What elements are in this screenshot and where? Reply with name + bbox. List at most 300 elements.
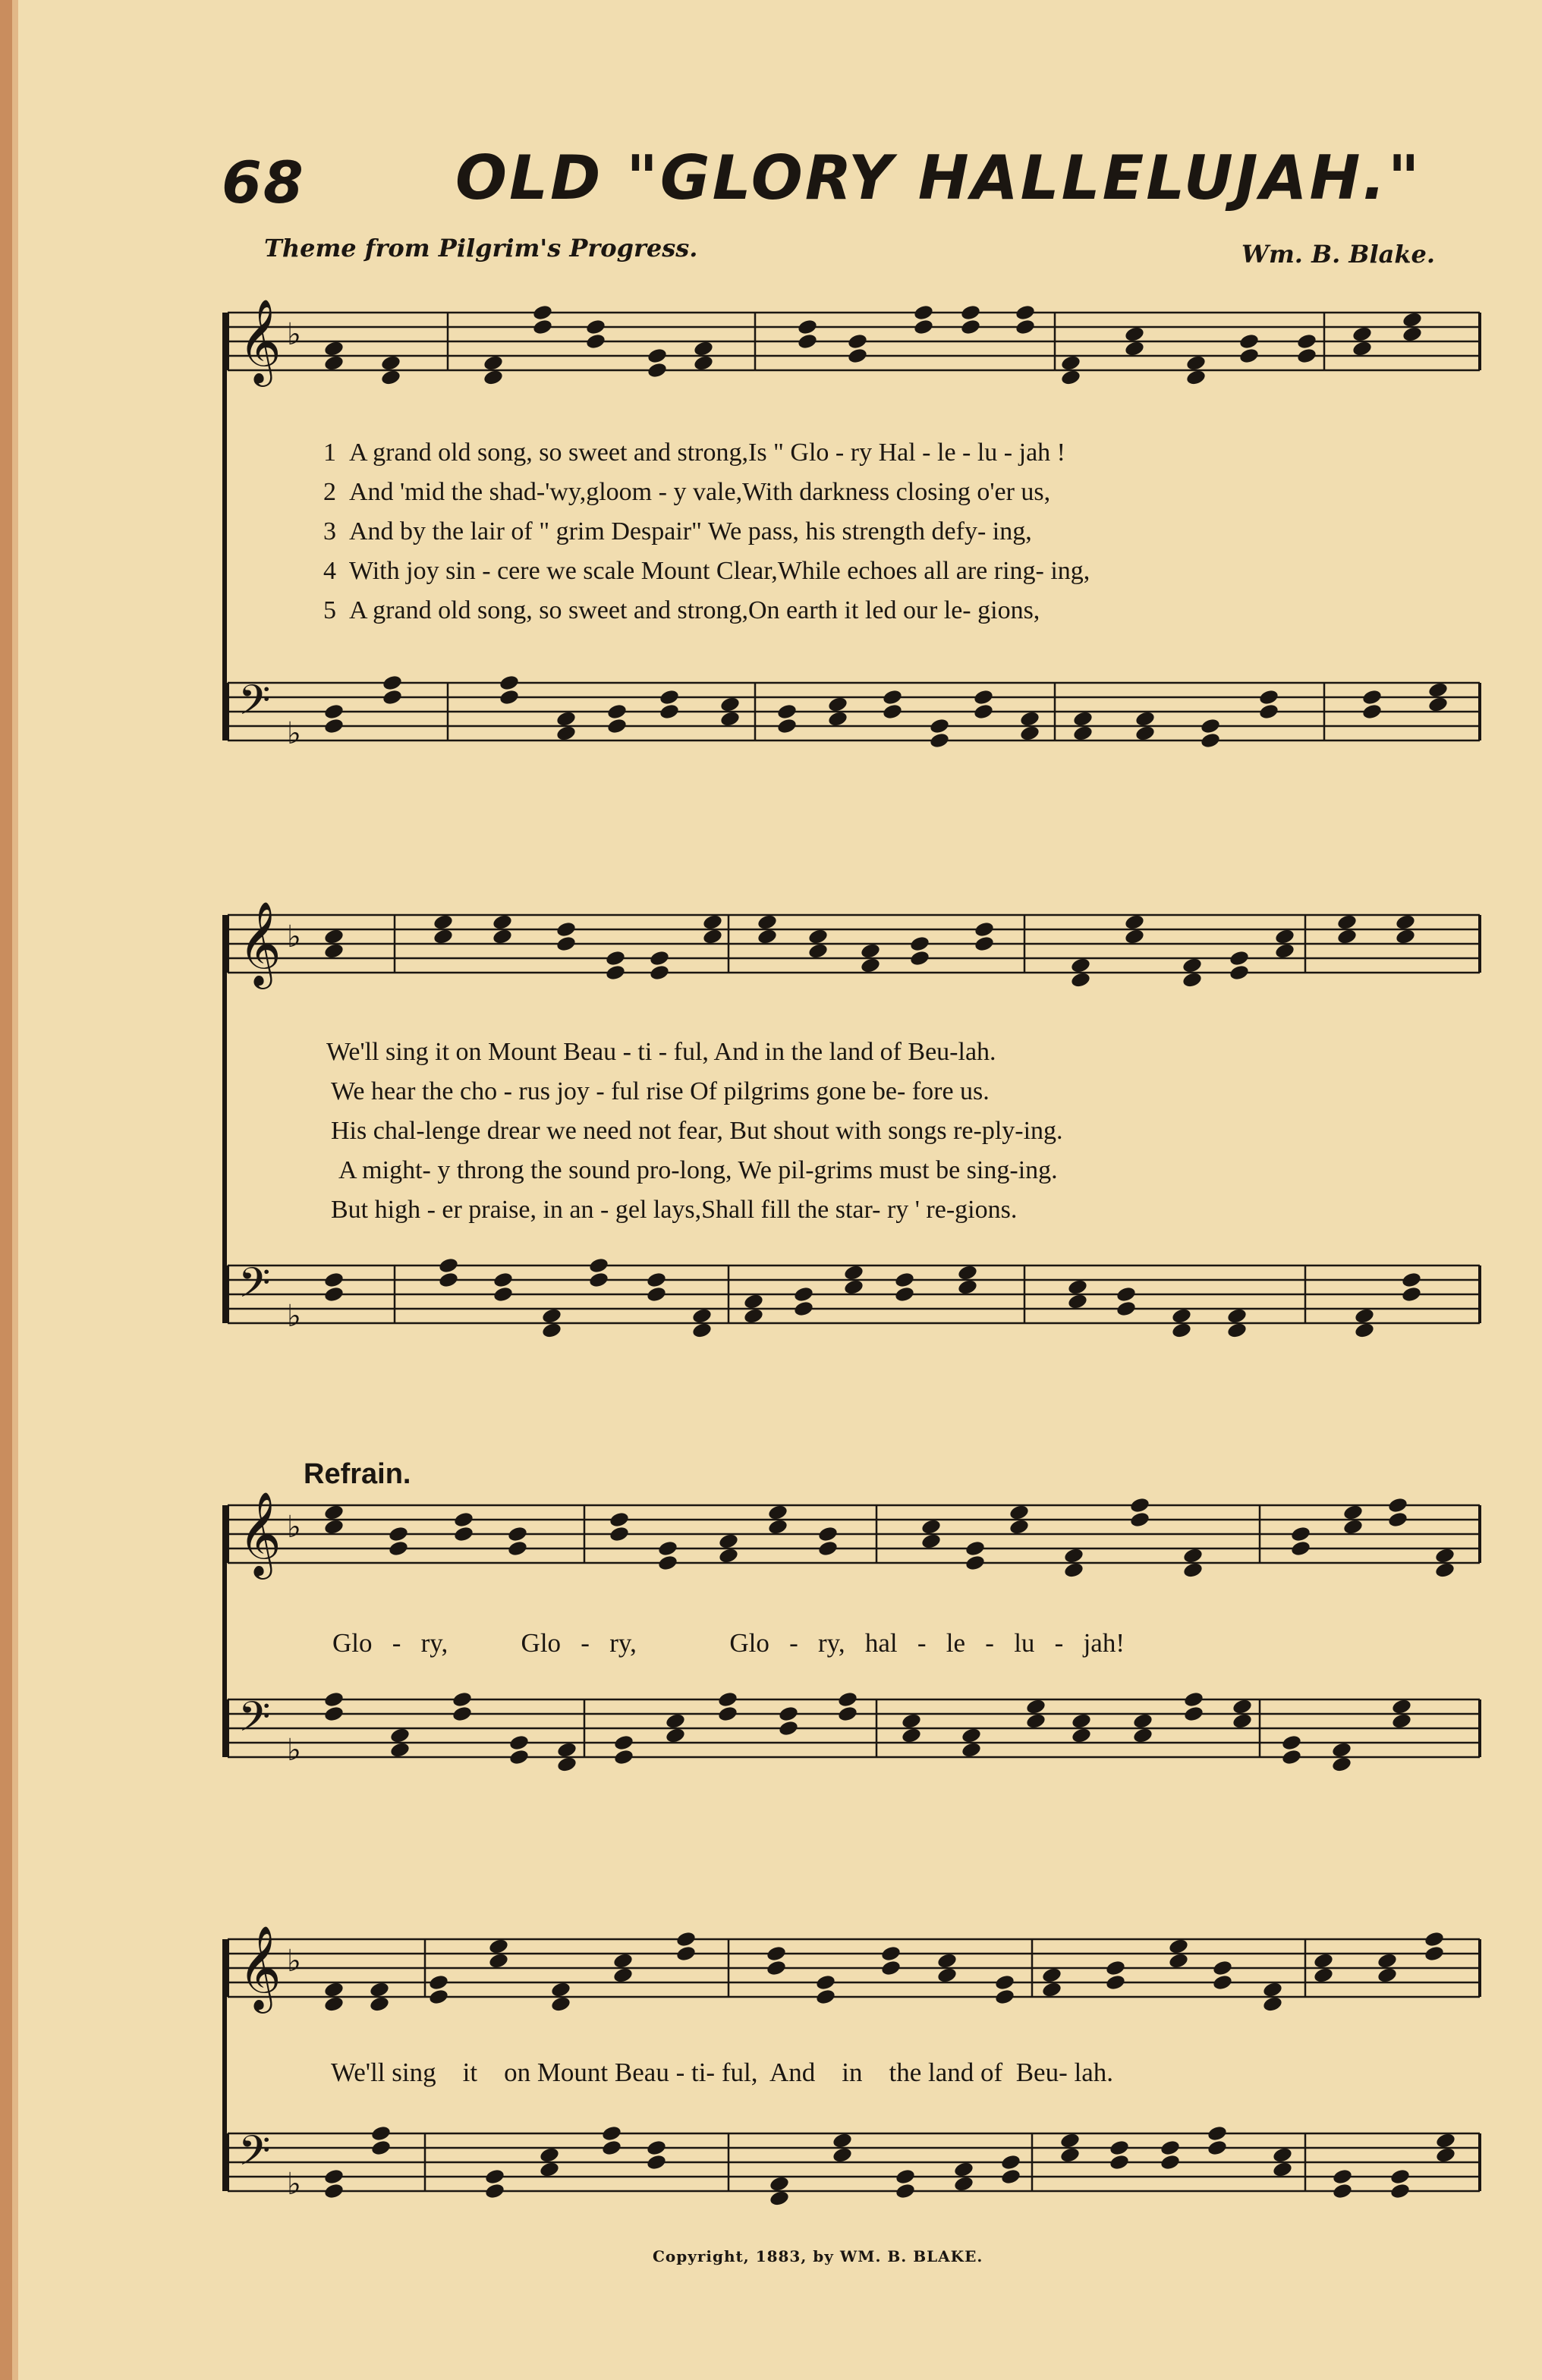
note-head	[691, 1307, 713, 1325]
note-head	[901, 1727, 922, 1744]
note-head	[1395, 928, 1416, 945]
note-head	[1063, 1561, 1084, 1579]
note-head	[691, 1322, 713, 1339]
note-head	[541, 1307, 562, 1325]
note-head	[484, 2168, 505, 2185]
note-head	[1434, 1561, 1455, 1579]
note-head	[1134, 710, 1156, 728]
bass-clef-icon: 𝄢	[238, 2127, 271, 2185]
note-head	[936, 1967, 958, 1984]
note-head	[1129, 1511, 1150, 1528]
note-head	[665, 1727, 686, 1744]
note-head	[1182, 971, 1203, 989]
note-head	[1182, 1561, 1204, 1579]
flat-key-signature-icon: ♭	[287, 1299, 301, 1334]
note-head	[1336, 913, 1358, 931]
note-head	[659, 688, 680, 706]
note-head	[807, 928, 829, 945]
note-head	[1025, 1698, 1046, 1715]
note-head	[894, 1271, 915, 1288]
note-head	[1071, 1712, 1092, 1730]
note-head	[1427, 681, 1449, 699]
verse-3-part1: 3 And by the lair of " grim Despair" We pass, his strength defy- ing,	[323, 517, 1032, 545]
note-head	[1000, 2153, 1021, 2171]
note-head	[882, 688, 903, 706]
note-head	[843, 1278, 864, 1296]
note-head	[453, 1525, 474, 1542]
note-head	[492, 913, 513, 931]
note-head	[702, 928, 723, 945]
note-head	[1070, 957, 1091, 974]
note-head	[1336, 928, 1358, 945]
note-head	[776, 703, 798, 720]
final-lyric: We'll sing it on Mount Beau - ti- ful, And in the land of Beu- lah.	[331, 2058, 1113, 2087]
note-head	[649, 964, 670, 981]
note-head	[1387, 1496, 1408, 1514]
note-head	[507, 1525, 528, 1542]
note-head	[1391, 1712, 1412, 1730]
note-head	[1109, 2153, 1130, 2171]
note-head	[605, 964, 626, 981]
note-head	[605, 949, 626, 967]
note-head	[1401, 1285, 1422, 1303]
note-head	[1171, 1307, 1192, 1325]
note-head	[675, 1945, 697, 1962]
verse-1-part2: We'll sing it on Mount Beau - ti - ful, And in the land of Beu-lah.	[326, 1038, 996, 1066]
note-head	[657, 1539, 678, 1557]
note-head	[1332, 2182, 1353, 2199]
note-head	[832, 2132, 853, 2149]
note-head	[965, 1554, 986, 1571]
note-head	[793, 1300, 814, 1317]
note-head	[817, 1525, 839, 1542]
verse-2-part2: We hear the cho - rus joy - ful rise Of pilgrims gone be- fore us.	[331, 1077, 990, 1105]
note-head	[1274, 942, 1295, 960]
note-head	[929, 717, 950, 734]
note-head	[612, 1952, 634, 1970]
verse-5-part1: 5 A grand old song, so sweet and strong,On earth it led our le- gions,	[323, 596, 1040, 624]
note-head	[556, 1741, 577, 1759]
note-head	[994, 1988, 1015, 2005]
note-head	[1281, 1748, 1302, 1765]
note-head	[1124, 928, 1145, 945]
note-head	[323, 2182, 345, 2199]
note-head	[541, 1322, 562, 1339]
note-head	[483, 369, 504, 386]
note-head	[1272, 2161, 1293, 2178]
note-head	[508, 1734, 530, 1751]
note-head	[815, 1988, 836, 2005]
note-head	[1105, 1959, 1126, 1976]
flat-key-signature-icon: ♭	[287, 1510, 301, 1545]
note-head	[323, 703, 345, 720]
verse-4-part1: 4 With joy sin - cere we scale Mount Clear,While echoes all are ring- ing,	[323, 557, 1090, 585]
note-head	[1067, 1293, 1088, 1310]
note-head	[895, 2182, 916, 2199]
note-head	[960, 303, 981, 321]
note-head	[827, 696, 848, 713]
note-head	[675, 1930, 697, 1948]
note-head	[769, 2175, 790, 2193]
note-head	[1424, 1945, 1445, 1962]
note-head	[1229, 949, 1250, 967]
note-head	[1401, 1271, 1422, 1288]
note-head	[719, 710, 741, 728]
note-head	[1168, 1952, 1189, 1970]
note-head	[659, 703, 680, 720]
note-head	[539, 2146, 560, 2164]
note-head	[323, 942, 345, 960]
note-head	[1212, 1973, 1233, 1991]
note-head	[1129, 1496, 1150, 1514]
note-head	[1352, 340, 1373, 357]
note-head	[438, 1256, 459, 1274]
bass-clef-icon: 𝄢	[238, 1259, 271, 1317]
note-head	[1313, 1952, 1334, 1970]
note-head	[1387, 1511, 1408, 1528]
song-title: OLD "GLORY HALLELUJAH."	[455, 143, 1422, 213]
note-head	[388, 1525, 409, 1542]
note-head	[323, 1271, 345, 1288]
note-head	[438, 1271, 459, 1288]
note-head	[1207, 2124, 1228, 2142]
note-head	[1060, 369, 1081, 386]
note-head	[1361, 688, 1383, 706]
verse-4-part2: A might- y throng the sound pro-long, We pil-grims must be sing-ing.	[338, 1156, 1058, 1184]
note-head	[1009, 1518, 1030, 1536]
note-head	[766, 1945, 787, 1962]
note-head	[612, 1967, 634, 1984]
treble-clef-icon: 𝄞	[238, 1491, 282, 1576]
note-head	[718, 1547, 739, 1564]
treble-clef-icon: 𝄞	[238, 1925, 282, 2010]
note-head	[717, 1705, 738, 1722]
note-head	[588, 1271, 609, 1288]
note-head	[1160, 2139, 1181, 2156]
note-head	[613, 1748, 634, 1765]
verse-5-part2: But high - er praise, in an - gel lays,Shall fill the star- ry ' re-gions.	[331, 1196, 1018, 1224]
note-head	[1226, 1307, 1248, 1325]
note-head	[718, 1533, 739, 1550]
note-head	[508, 1748, 530, 1765]
note-head	[693, 354, 714, 372]
note-head	[433, 913, 454, 931]
note-head	[453, 1511, 474, 1528]
bass-clef-icon: 𝄢	[238, 676, 271, 734]
note-head	[380, 369, 401, 386]
note-head	[507, 1539, 528, 1557]
note-head	[1124, 340, 1145, 357]
note-head	[1000, 2168, 1021, 2185]
note-head	[1019, 710, 1040, 728]
note-head	[815, 1973, 836, 1991]
note-head	[973, 703, 994, 720]
flat-key-signature-icon: ♭	[287, 317, 301, 352]
note-head	[588, 1256, 609, 1274]
note-head	[323, 340, 345, 357]
note-head	[492, 928, 513, 945]
note-head	[1395, 913, 1416, 931]
note-head	[1072, 725, 1094, 742]
note-head	[953, 2161, 974, 2178]
note-head	[1132, 1727, 1153, 1744]
note-head	[1290, 1539, 1311, 1557]
note-head	[646, 2139, 667, 2156]
note-head	[1352, 325, 1373, 343]
note-head	[1296, 332, 1317, 350]
note-head	[665, 1712, 686, 1730]
note-head	[702, 913, 723, 931]
note-head	[1331, 1741, 1352, 1759]
note-head	[380, 354, 401, 372]
note-head	[860, 942, 881, 960]
note-head	[488, 1938, 509, 1955]
note-head	[323, 717, 345, 734]
note-head	[1435, 2132, 1456, 2149]
note-head	[1009, 1504, 1030, 1521]
note-head	[1332, 2168, 1353, 2185]
note-head	[323, 2168, 345, 2185]
verse-2-part1: 2 And 'mid the shad-'wy,gloom - y vale,With darkness closing o'er us,	[323, 478, 1051, 506]
page-number: 68	[222, 149, 305, 216]
note-head	[1109, 2139, 1130, 2156]
note-head	[492, 1271, 514, 1288]
note-head	[323, 1690, 345, 1708]
refrain-label: Refrain.	[304, 1458, 411, 1490]
note-head	[389, 1727, 411, 1744]
note-head	[880, 1959, 902, 1976]
note-head	[532, 303, 553, 321]
note-head	[847, 347, 868, 364]
note-head	[1116, 1285, 1137, 1303]
note-head	[1258, 688, 1279, 706]
note-head	[1262, 1995, 1283, 2013]
note-head	[1342, 1504, 1364, 1521]
note-head	[1182, 957, 1203, 974]
note-head	[1168, 1938, 1189, 1955]
note-head	[1354, 1307, 1375, 1325]
note-head	[323, 1981, 345, 1998]
note-head	[323, 1285, 345, 1303]
note-head	[860, 957, 881, 974]
note-head	[743, 1293, 764, 1310]
note-head	[555, 920, 577, 938]
note-head	[488, 1952, 509, 1970]
note-head	[1424, 1930, 1445, 1948]
note-head	[323, 1705, 345, 1722]
note-head	[492, 1285, 514, 1303]
note-head	[499, 688, 520, 706]
note-head	[1354, 1322, 1375, 1339]
note-head	[389, 1741, 411, 1759]
note-head	[646, 1285, 667, 1303]
note-head	[960, 318, 981, 335]
flat-key-signature-icon: ♭	[287, 1733, 301, 1768]
note-head	[793, 1285, 814, 1303]
note-head	[1067, 1278, 1088, 1296]
note-head	[1185, 369, 1207, 386]
note-head	[1229, 964, 1250, 981]
note-head	[1290, 1525, 1311, 1542]
note-head	[1025, 1712, 1046, 1730]
note-head	[609, 1511, 630, 1528]
note-head	[1132, 1712, 1153, 1730]
note-head	[920, 1533, 942, 1550]
note-head	[895, 2168, 916, 2185]
note-head	[807, 942, 829, 960]
note-head	[1391, 1698, 1412, 1715]
note-head	[1402, 311, 1423, 329]
note-head	[778, 1705, 799, 1722]
note-head	[693, 340, 714, 357]
flat-key-signature-icon: ♭	[287, 920, 301, 954]
note-head	[649, 949, 670, 967]
note-head	[974, 935, 995, 952]
note-head	[1238, 332, 1260, 350]
note-head	[1200, 731, 1221, 749]
note-head	[882, 703, 903, 720]
note-head	[843, 1264, 864, 1281]
note-head	[994, 1973, 1015, 1991]
note-head	[1262, 1981, 1283, 1998]
note-head	[1342, 1518, 1364, 1536]
note-head	[1435, 2146, 1456, 2164]
note-head	[428, 1973, 449, 1991]
note-head	[837, 1690, 858, 1708]
note-head	[323, 1504, 345, 1521]
note-head	[370, 2124, 392, 2142]
note-head	[953, 2175, 974, 2193]
note-head	[1171, 1322, 1192, 1339]
note-head	[369, 1995, 390, 2013]
note-head	[609, 1525, 630, 1542]
note-head	[452, 1705, 473, 1722]
note-head	[1071, 1727, 1092, 1744]
bass-clef-icon: 𝄢	[238, 1693, 271, 1751]
note-head	[1331, 1756, 1352, 1773]
note-head	[894, 1285, 915, 1303]
note-head	[601, 2124, 622, 2142]
note-head	[1272, 2146, 1293, 2164]
note-head	[1116, 1300, 1137, 1317]
note-head	[370, 2139, 392, 2156]
note-head	[817, 1539, 839, 1557]
note-head	[880, 1945, 902, 1962]
note-head	[1207, 2139, 1228, 2156]
note-head	[484, 2182, 505, 2199]
note-head	[388, 1539, 409, 1557]
refrain-lyric: Glo - ry, Glo - ry, Glo - ry, hal - le - lu - jah!	[332, 1628, 1125, 1658]
note-head	[555, 725, 577, 742]
note-head	[1238, 347, 1260, 364]
note-head	[647, 347, 668, 364]
note-head	[1124, 325, 1145, 343]
note-head	[767, 1518, 788, 1536]
copyright-notice: Copyright, 1883, by WM. B. BLAKE.	[653, 2247, 983, 2265]
note-head	[323, 1995, 345, 2013]
note-head	[1183, 1690, 1204, 1708]
note-head	[1182, 1547, 1204, 1564]
note-head	[1015, 303, 1036, 321]
note-head	[428, 1988, 449, 2005]
note-head	[550, 1981, 571, 1998]
note-head	[973, 688, 994, 706]
note-head	[1377, 1967, 1398, 1984]
flat-key-signature-icon: ♭	[287, 1944, 301, 1979]
note-head	[961, 1741, 982, 1759]
note-head	[827, 710, 848, 728]
note-head	[646, 2153, 667, 2171]
note-head	[778, 1719, 799, 1737]
note-head	[1361, 703, 1383, 720]
note-head	[323, 928, 345, 945]
note-head	[837, 1705, 858, 1722]
note-head	[1070, 971, 1091, 989]
note-head	[483, 354, 504, 372]
note-head	[832, 2146, 853, 2164]
note-head	[769, 2190, 790, 2207]
note-head	[847, 332, 868, 350]
note-head	[539, 2161, 560, 2178]
note-head	[452, 1690, 473, 1708]
note-head	[532, 318, 553, 335]
flat-key-signature-icon: ♭	[287, 716, 301, 751]
note-head	[1313, 1967, 1334, 1984]
note-head	[1212, 1959, 1233, 1976]
note-head	[936, 1952, 958, 1970]
note-head	[717, 1690, 738, 1708]
note-head	[776, 717, 798, 734]
note-head	[1389, 2182, 1411, 2199]
song-subtitle: Theme from Pilgrim's Progress.	[264, 234, 698, 263]
note-head	[606, 717, 628, 734]
note-head	[1427, 696, 1449, 713]
note-head	[965, 1539, 986, 1557]
note-head	[1041, 1981, 1062, 1998]
composer-credit: Wm. B. Blake.	[1241, 240, 1436, 269]
note-head	[585, 332, 606, 350]
note-head	[1281, 1734, 1302, 1751]
note-head	[550, 1995, 571, 2013]
note-head	[1015, 318, 1036, 335]
note-head	[1105, 1973, 1126, 1991]
note-head	[1389, 2168, 1411, 2185]
note-head	[1258, 703, 1279, 720]
note-head	[1059, 2146, 1081, 2164]
note-head	[613, 1734, 634, 1751]
note-head	[974, 920, 995, 938]
note-head	[1183, 1705, 1204, 1722]
note-head	[601, 2139, 622, 2156]
note-head	[920, 1518, 942, 1536]
note-head	[1019, 725, 1040, 742]
note-head	[1434, 1547, 1455, 1564]
note-head	[1185, 354, 1207, 372]
note-head	[1296, 347, 1317, 364]
note-head	[382, 688, 403, 706]
note-head	[961, 1727, 982, 1744]
note-head	[797, 318, 818, 335]
note-head	[1377, 1952, 1398, 1970]
note-head	[1134, 725, 1156, 742]
note-head	[1072, 710, 1094, 728]
note-head	[766, 1959, 787, 1976]
flat-key-signature-icon: ♭	[287, 2167, 301, 2202]
note-head	[913, 318, 934, 335]
note-head	[606, 703, 628, 720]
note-head	[1059, 2132, 1081, 2149]
note-head	[1063, 1547, 1084, 1564]
